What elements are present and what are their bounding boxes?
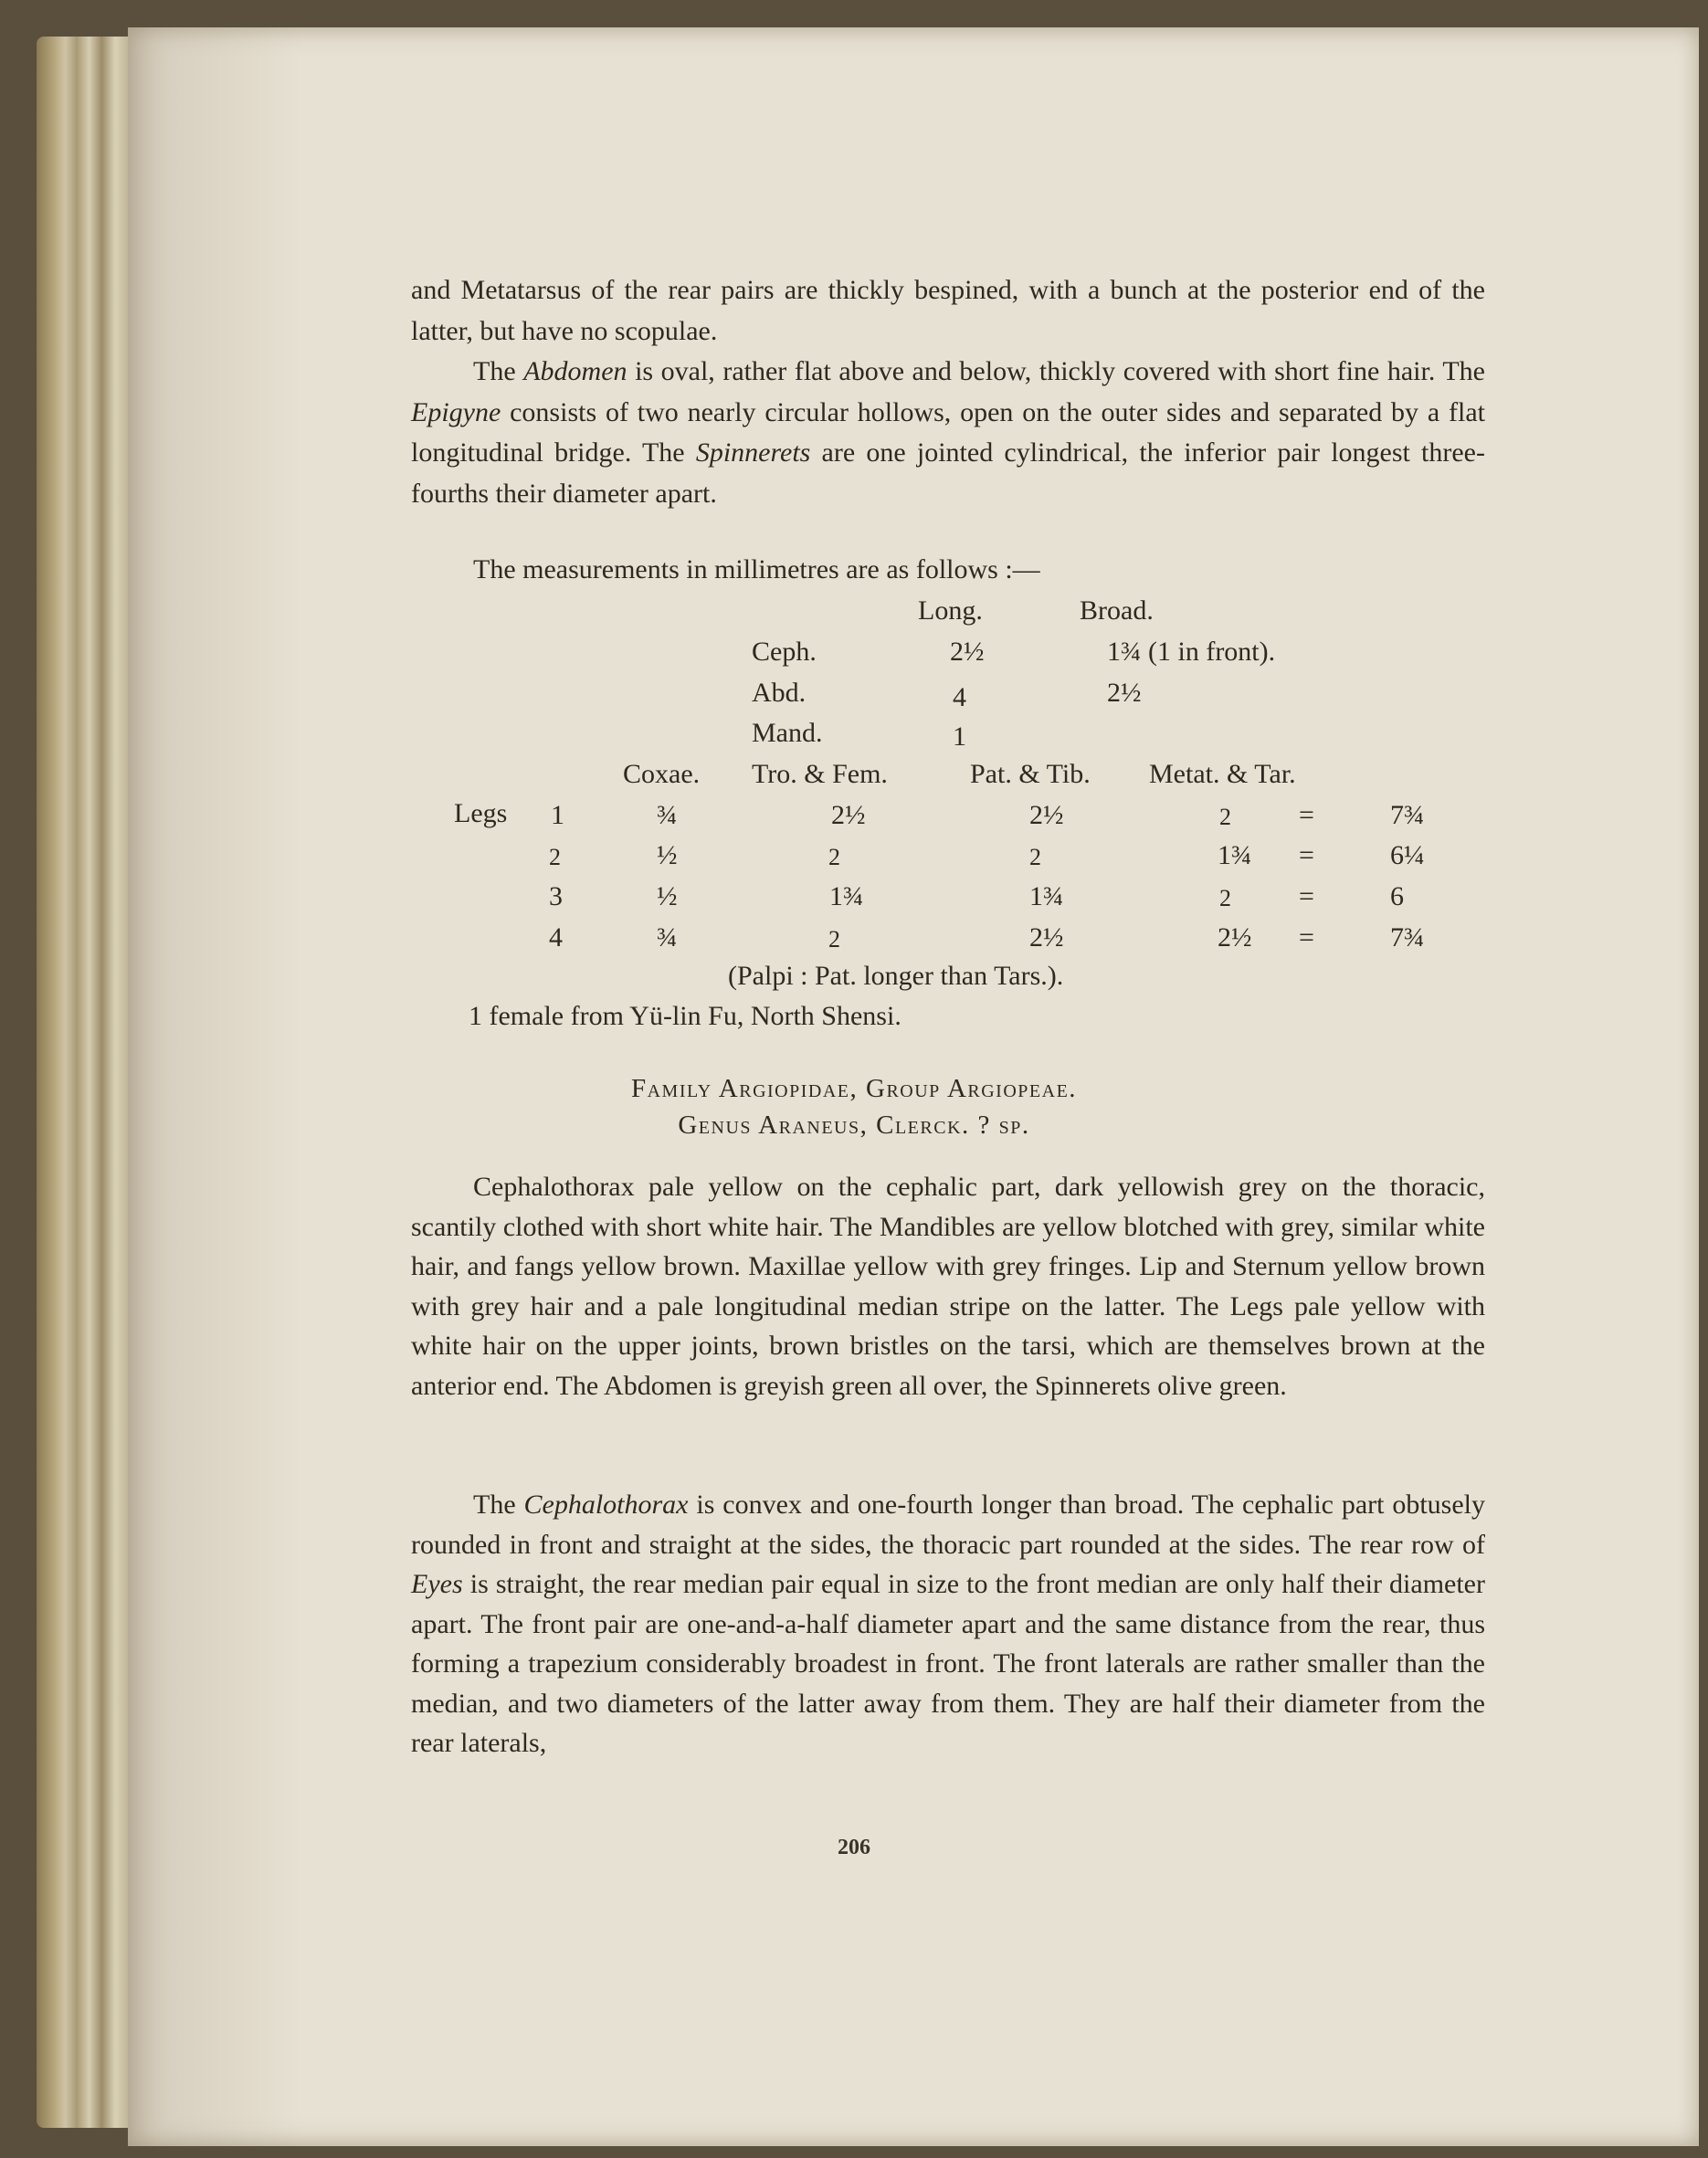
leg-total: 7¾ <box>1390 922 1425 953</box>
header-metat-tar: Metat. & Tar. <box>1149 759 1296 789</box>
paragraph-1-text: and Metatarsus of the rear pairs are thickly bespined, with a bunch at the posterior end of the latter, but have no scopulae. <box>411 275 1485 346</box>
row-label-ceph: Ceph. <box>752 637 817 667</box>
text-run: is oval, rather flat above and below, thickly covered with short fine hair. The <box>627 356 1486 386</box>
text-run: consists of two nearly circular hollows, open on the outer sides and separated by a flat longitudinal bridge. The <box>411 396 1485 468</box>
leg-total: 7¾ <box>1390 800 1425 830</box>
leg-number: 2 <box>549 844 561 870</box>
abd-broad: 2½ <box>1107 678 1142 708</box>
leg-number: 1 <box>551 800 564 830</box>
leg-pat-tib: 2 <box>1029 844 1041 870</box>
paragraph-3-text: Cephalothorax pale yellow on the cephalic part, dark yellowish grey on the thoracic, scantily clothed with short white hair. The Mandibles are yellow blotched with grey, similar white hair, and fangs yellow brown. Maxillae yellow with grey fringes. Lip and Sternum yellow brown with grey hair and a pale longitudinal median stripe on the latter. The Legs pale yellow with white hair on the upper joints, brown bristles on the tarsi, which are themselves brown at the anterior end. The Abdomen is greyish green all over, the Spinnerets olive green. <box>411 1172 1485 1401</box>
ceph-long: 2½ <box>950 637 985 667</box>
row-label-mand: Mand. <box>752 718 823 748</box>
leg-tro-fem: 2 <box>828 844 840 870</box>
mand-long: 1 <box>953 721 966 752</box>
leg-number: 4 <box>549 922 563 953</box>
equals-sign: = <box>1299 881 1314 911</box>
equals-sign: = <box>1299 800 1314 830</box>
row-label-abd: Abd. <box>752 678 807 708</box>
term-spinnerets: Spinnerets <box>695 437 811 468</box>
text-run: The <box>473 356 524 386</box>
leg-metat-tar: 2½ <box>1218 922 1252 953</box>
leg-metat-tar: 2 <box>1219 885 1231 911</box>
family-heading: Family Argiopidae, Group Argiopeae. <box>630 1074 1078 1103</box>
abd-long: 4 <box>953 682 966 712</box>
paragraph-1 <box>411 270 1485 352</box>
leg-coxae: ¾ <box>657 922 678 953</box>
leg-coxae: ¾ <box>657 800 678 830</box>
leg-tro-fem: 1¾ <box>829 881 864 911</box>
leg-total: 6 <box>1390 881 1404 911</box>
paragraph-2-text <box>411 352 1485 514</box>
leg-tro-fem: 2 <box>828 926 840 953</box>
leg-pat-tib: 2½ <box>1029 922 1064 953</box>
text-run: is convex and one-fourth longer than broad. The cephalic part obtusely rounded in front and straight at the sides, the thoracic part rounded at the sides. The rear row of <box>411 1490 1486 1560</box>
leg-number: 3 <box>549 881 563 911</box>
header-coxae: Coxae. <box>623 759 701 789</box>
leg-metat-tar: 2 <box>1219 804 1231 830</box>
leg-pat-tib: 2½ <box>1029 800 1064 830</box>
term-eyes: Eyes <box>411 1569 463 1599</box>
text-run: is straight, the rear median pair equal in size to the front median are only half their diameter apart. The front pair are one-and-a-half diameter apart and the same distance from the rear, thus forming a trapezium considerably broadest in front. The front laterals are rather smaller than the median, and two diameters of the latter away from them. They are half their diameter from the rear laterals, <box>411 1569 1485 1758</box>
leg-coxae: ½ <box>657 840 678 870</box>
paragraph-4-text <box>411 1485 1485 1763</box>
genus-heading: Genus Araneus, Clerck. ? sp. <box>678 1111 1030 1140</box>
legs-label: Legs <box>454 798 508 828</box>
paragraph-2 <box>411 352 1485 514</box>
header-long: Long. <box>918 595 983 626</box>
header-broad: Broad. <box>1080 595 1154 626</box>
leg-metat-tar: 1¾ <box>1218 840 1252 870</box>
equals-sign: = <box>1299 922 1314 953</box>
page-number: 206 <box>838 1836 870 1859</box>
term-epigyne: Epigyne <box>411 396 501 427</box>
leg-total: 6¼ <box>1390 840 1425 870</box>
equals-sign: = <box>1299 840 1314 870</box>
paragraph-4 <box>411 1485 1485 1763</box>
text-run: are one jointed cylindrical, the inferior pair longest three-fourths their diameter apart. <box>411 437 1485 509</box>
header-tro-fem: Tro. & Fem. <box>752 759 888 789</box>
leg-coxae: ½ <box>657 881 678 911</box>
term-abdomen: Abdomen <box>523 356 627 386</box>
ceph-broad: 1¾ (1 in front). <box>1107 637 1276 667</box>
measurements-intro: The measurements in millimetres are as follows :— <box>473 554 1040 584</box>
specimen-note: 1 female from Yü-lin Fu, North Shensi. <box>469 1001 901 1031</box>
text-run: The <box>473 1490 524 1520</box>
term-cephalothorax: Cephalothorax <box>523 1490 689 1520</box>
palpi-note: (Palpi : Pat. longer than Tars.). <box>728 961 1064 991</box>
leg-pat-tib: 1¾ <box>1029 881 1064 911</box>
paragraph-3 <box>411 1167 1485 1405</box>
header-pat-tib: Pat. & Tib. <box>970 759 1091 789</box>
leg-tro-fem: 2½ <box>831 800 866 830</box>
